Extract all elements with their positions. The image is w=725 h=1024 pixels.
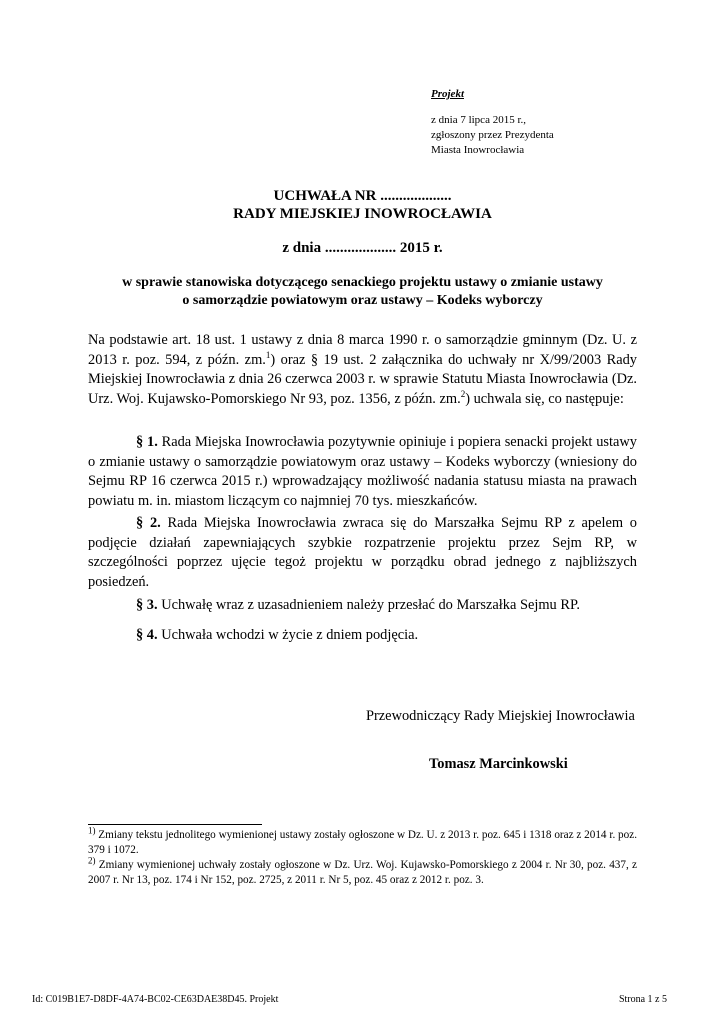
project-label: Projekt bbox=[431, 88, 464, 100]
section-3 bbox=[88, 596, 637, 616]
preamble-part-1: Na podstawie art. 18 ust. 1 ustawy z dnia 8 marca 1990 r. o samorządzie gminnym (Dz. U. z 2013 r. poz. 594, z późn. zm. bbox=[88, 332, 637, 368]
subject-line-2: o samorządzie powiatowym oraz ustawy – Kodeks wyborczy bbox=[182, 293, 543, 308]
resolution-subject bbox=[88, 274, 637, 310]
document-id: Id: C019B1E7-D8DF-4A74-BC02-CE63DAE38D45. Projekt bbox=[32, 994, 279, 1005]
footnote-ref-1: 1 bbox=[265, 349, 271, 360]
signer-role: Przewodniczący Rady Miejskiej Inowrocławia bbox=[366, 708, 635, 724]
section-1 bbox=[88, 433, 637, 511]
resolution-date: z dnia ................... 2015 r. bbox=[282, 240, 443, 256]
footnote-2-text: Zmiany wymienionej uchwały zostały ogłoszone w Dz. Urz. Woj. Kujawsko-Pomorskiego z 2004 r. Nr 30, poz. 437, z 2007 r. Nr 13, poz. 174 i Nr 152, poz. 2725, z 2011 r. Nr 5, poz. 45 oraz z 2012 r. poz. 3. bbox=[88, 859, 637, 886]
signer-name: Tomasz Marcinkowski bbox=[429, 756, 568, 772]
section-2-text: Rada Miejska Inowrocławia zwraca się do Marszałka Sejmu RP z apelem o podjęcie działań zapewniających szybkie rozpatrzenie projektu przez Sejm RP, w szczególności poprzez ujęcie tegoż projektu w porządku obrad jednego z najbliższych posiedzeń. bbox=[88, 515, 638, 590]
section-2-number: § 2. bbox=[136, 515, 161, 531]
section-3-number: § 3. bbox=[136, 597, 158, 613]
section-1-number: § 1. bbox=[136, 434, 158, 450]
subject-line-1: w sprawie stanowiska dotyczącego senackiego projektu ustawy o zmianie ustawy bbox=[122, 275, 603, 290]
project-submitter: zgłoszony przez Prezydenta bbox=[431, 129, 554, 141]
council-name: RADY MIEJSKIEJ INOWROCŁAWIA bbox=[233, 206, 492, 222]
footnote-2 bbox=[88, 855, 637, 887]
footnotes bbox=[88, 825, 637, 888]
section-2 bbox=[88, 514, 637, 592]
footnote-1-text: Zmiany tekstu jednolitego wymienionej ustawy zostały ogłoszone w Dz. U. z 2013 r. poz. 645 i 1318 oraz z 2014 r. poz. 379 i 1072. bbox=[88, 829, 637, 856]
section-4-number: § 4. bbox=[136, 627, 158, 643]
project-date: z dnia 7 lipca 2015 r., bbox=[431, 114, 527, 126]
footnote-ref-2: 2 bbox=[460, 388, 466, 399]
preamble-part-2: ) oraz § 19 ust. 2 załącznika do uchwały nr X/99/2003 Rady Miejskiej Inowrocławia z dnia 26 czerwca 2003 r. w sprawie Statutu Miasta Inowrocławia (Dz. Urz. Woj. Kujawsko-Pomorskiego Nr 93, poz. 1356, z późn. zm. bbox=[88, 351, 637, 407]
page-number: Strona 1 z 5 bbox=[618, 994, 667, 1005]
footnote-1 bbox=[88, 825, 637, 857]
preamble bbox=[88, 331, 637, 409]
section-1-text: Rada Miejska Inowrocławia pozytywnie opiniuje i popiera senacki projekt ustawy o zmianie ustawy o samorządzie powiatowym oraz ustawy – Kodeks wyborczy (wniesiony do Sejmu RP 16 czerwca 2015 r.) wprowadzający możliwość nadania statusu miasta na prawach powiatu m. in. miastom liczącym co najmniej 70 tys. mieszkańców. bbox=[88, 434, 637, 509]
section-4-text: Uchwała wchodzi w życie z dniem podjęcia. bbox=[157, 627, 419, 643]
section-4 bbox=[88, 626, 637, 646]
project-info bbox=[431, 113, 554, 158]
preamble-part-3: ) uchwala się, co następuje: bbox=[465, 390, 624, 407]
footnote-1-mark: 1) bbox=[88, 825, 96, 836]
resolution-number: UCHWAŁA NR ................... bbox=[273, 188, 452, 204]
footnote-divider bbox=[88, 824, 262, 825]
section-3-text: Uchwałę wraz z uzasadnieniem należy przesłać do Marszałka Sejmu RP. bbox=[157, 597, 580, 613]
footnote-2-mark: 2) bbox=[88, 855, 96, 866]
project-city: Miasta Inowrocławia bbox=[431, 144, 525, 156]
